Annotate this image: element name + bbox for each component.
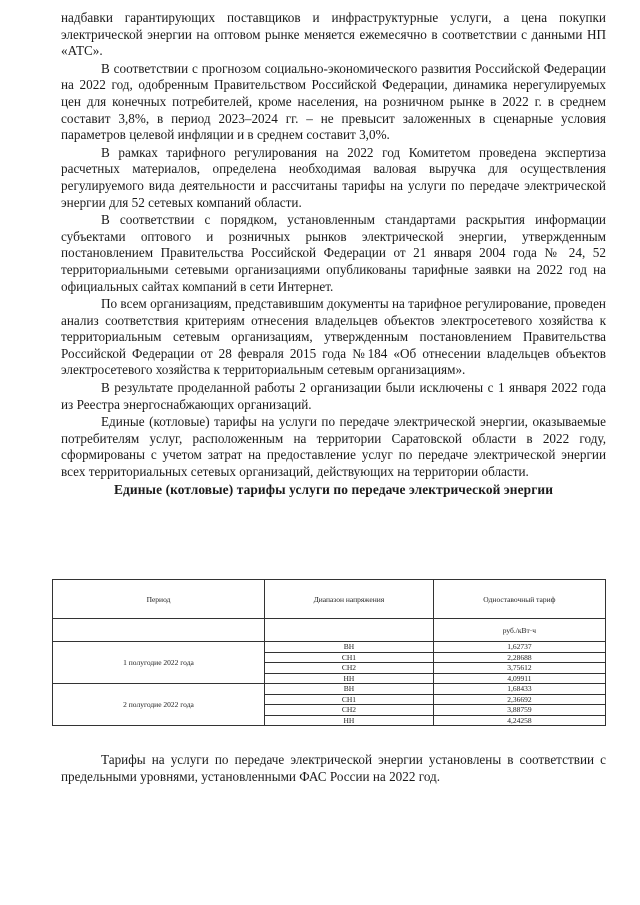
paragraph: Единые (котловые) тарифы на услуги по передаче электрической энергии, оказываемые потребителям услуг, расположенным на территории Саратовской области в 2022 году, сформированы с учетом затрат на предоставление услуг по передаче электрической энергии всех территориальных сетевых организаций, действующих на территории области. xyxy=(61,414,606,480)
table-row xyxy=(53,684,606,695)
voltage-cell: СН1 xyxy=(265,694,434,705)
tariff-value: 3,75612 xyxy=(433,663,605,674)
table-title: Единые (котловые) тарифы услуги по передаче электрической энергии xyxy=(113,481,554,497)
spacer-cell xyxy=(265,619,434,642)
unit-cell: руб./кВт·ч xyxy=(433,619,605,642)
paragraph: В соответствии с порядком, установленным стандартами раскрытия информации субъектами оптового и розничных рынков электрической энергии, утвержденным постановлением Правительства Российской Федерации от 21 января 2004 года № 24, 52 территориальными сетевыми организациями опубликованы тарифные заявки на 2022 год на официальных сайтах компаний в сети Интернет. xyxy=(61,212,606,294)
tariff-value: 2,36692 xyxy=(433,694,605,705)
closing-section xyxy=(61,752,606,786)
table-row xyxy=(53,642,606,653)
voltage-cell: СН1 xyxy=(265,652,434,663)
tariff-value: 1,62737 xyxy=(433,642,605,653)
tariff-value: 2,28688 xyxy=(433,652,605,663)
spacer-cell xyxy=(53,619,265,642)
voltage-cell: ВН xyxy=(265,684,434,695)
paragraph: В соответствии с прогнозом социально-экономического развития Российской Федерации на 2022 год, одобренным Правительством Российской Федерации, динамика нерегулируемых цен для конечных потребителей, кроме населения, на розничном рынке в 2022 г. в среднем составит 3,8%, в период 2023–2024 гг. – не превысит заложенных в сценарные условия параметров целевой инфляции и в среднем составит 3,0%. xyxy=(61,60,606,143)
tariff-value: 1,68433 xyxy=(433,684,605,695)
table-header-row xyxy=(53,580,606,619)
header-period: Период xyxy=(53,580,265,619)
header-tariff: Одноставочный тариф xyxy=(433,580,605,619)
document-body xyxy=(61,10,606,502)
voltage-cell: НН xyxy=(265,673,434,684)
paragraph: По всем организациям, представившим документы на тарифное регулирование, проведен анализ соответствия критериям отнесения владельцев объектов электросетевого хозяйства к территориальным сетевым организациям, утвержденным постановлением Правительства Российской Федерации от 28 февраля 2015 года №184 «Об отнесении владельцев объектов электросетевого хозяйства к территориальным сетевым организациям». xyxy=(61,296,606,378)
closing-paragraph: Тарифы на услуги по передаче электрической энергии установлены в соответствии с предельными уровнями, установленными ФАС России на 2022 год. xyxy=(61,752,606,784)
tariff-value: 4,09911 xyxy=(433,673,605,684)
period-cell: 1 полугодие 2022 года xyxy=(53,642,265,684)
header-voltage: Диапазон напряжения xyxy=(265,580,434,619)
unit-row xyxy=(53,619,606,642)
paragraph: В рамках тарифного регулирования на 2022 год Комитетом проведена экспертиза расчетных материалов, определена необходимая валовая выручка для осуществления регулируемого вида деятельности и рассчитаны тарифы на услуги по передаче электрической энергии для 52 сетевых компаний области. xyxy=(61,144,606,210)
voltage-cell: СН2 xyxy=(265,705,434,716)
voltage-cell: НН xyxy=(265,715,434,726)
period-cell: 2 полугодие 2022 года xyxy=(53,684,265,726)
paragraph: В результате проделанной работы 2 организации были исключены с 1 января 2022 года из Реестра энергоснабжающих организаций. xyxy=(61,380,606,412)
paragraph: надбавки гарантирующих поставщиков и инфраструктурные услуги, а цена покупки электрической энергии на оптовом рынке меняется ежемесячно в соответствии с данными НП «АТС». xyxy=(61,10,606,59)
tariff-value: 3,88759 xyxy=(433,705,605,716)
tariff-table xyxy=(52,579,606,726)
voltage-cell: ВН xyxy=(265,642,434,653)
tariff-value: 4,24258 xyxy=(433,715,605,726)
voltage-cell: СН2 xyxy=(265,663,434,674)
